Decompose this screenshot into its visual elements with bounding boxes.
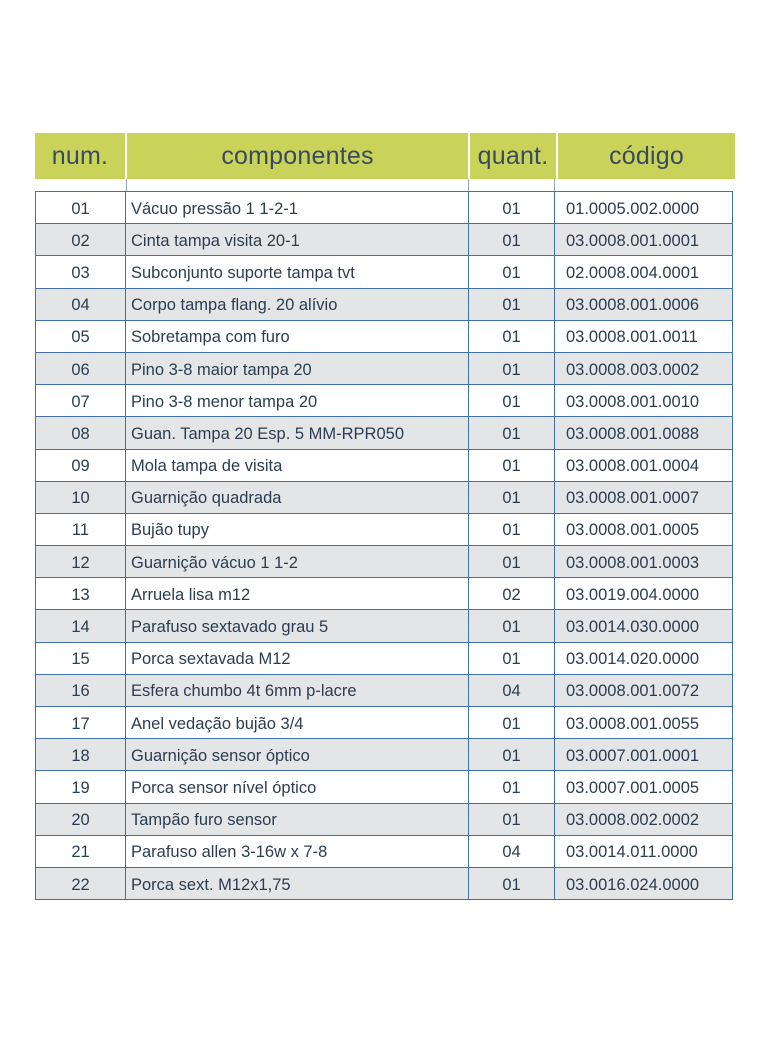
cell-componente: Anel vedação bujão 3/4 — [126, 707, 469, 738]
cell-componente: Arruela lisa m12 — [126, 578, 469, 609]
cell-num: 02 — [36, 224, 126, 255]
cell-componente: Guarnição quadrada — [126, 482, 469, 513]
cell-num: 17 — [36, 707, 126, 738]
header-num: num. — [35, 133, 125, 179]
table-row — [36, 450, 732, 482]
cell-componente: Corpo tampa flang. 20 alívio — [126, 289, 469, 320]
cell-componente: Porca sext. M12x1,75 — [126, 868, 469, 899]
cell-quant: 01 — [469, 707, 555, 738]
cell-codigo: 03.0016.024.0000 — [566, 875, 700, 894]
cell-codigo: 03.0008.001.0007 — [566, 489, 700, 508]
cell-codigo: 03.0008.001.0005 — [566, 521, 700, 540]
cell-codigo: 03.0007.001.0005 — [566, 778, 700, 797]
cell-codigo: 03.0014.011.0000 — [566, 843, 698, 862]
cell-componente: Guan. Tampa 20 Esp. 5 MM-RPR050 — [126, 417, 469, 448]
cell-componente: Guarnição vácuo 1 1-2 — [126, 546, 469, 577]
table-row — [36, 224, 732, 256]
cell-quant: 01 — [469, 450, 555, 481]
cell-quant: 01 — [469, 546, 555, 577]
header-codigo: código — [558, 133, 735, 179]
cell-num: 15 — [36, 643, 126, 674]
cell-componente: Subconjunto suporte tampa tvt — [126, 256, 469, 287]
cell-quant: 01 — [469, 224, 555, 255]
cell-num: 13 — [36, 578, 126, 609]
cell-componente: Tampão furo sensor — [126, 804, 469, 835]
cell-codigo: 03.0008.003.0002 — [566, 360, 700, 379]
table-row — [36, 836, 732, 868]
cell-componente: Pino 3-8 menor tampa 20 — [126, 385, 469, 416]
table-header — [35, 133, 733, 179]
cell-num: 03 — [36, 256, 126, 287]
table-row — [36, 482, 732, 514]
cell-num: 11 — [36, 514, 126, 545]
cell-codigo: 03.0008.001.0006 — [566, 296, 700, 315]
components-table — [35, 133, 733, 900]
table-row — [36, 417, 732, 449]
table-row — [36, 353, 732, 385]
cell-num: 22 — [36, 868, 126, 899]
table-row — [36, 289, 732, 321]
table-row — [36, 643, 732, 675]
cell-num: 12 — [36, 546, 126, 577]
cell-codigo: 01.0005.002.0000 — [566, 199, 700, 218]
cell-quant: 02 — [469, 578, 555, 609]
column-tick — [554, 179, 555, 191]
cell-quant: 04 — [469, 836, 555, 867]
cell-num: 18 — [36, 739, 126, 770]
cell-quant: 01 — [469, 771, 555, 802]
cell-num: 21 — [36, 836, 126, 867]
table-row — [36, 546, 732, 578]
cell-componente: Guarnição sensor óptico — [126, 739, 469, 770]
cell-componente: Sobretampa com furo — [126, 321, 469, 352]
header-componentes: componentes — [127, 133, 468, 179]
cell-num: 10 — [36, 482, 126, 513]
cell-quant: 01 — [469, 256, 555, 287]
cell-codigo: 03.0014.030.0000 — [566, 618, 700, 637]
cell-quant: 01 — [469, 804, 555, 835]
cell-componente: Parafuso sextavado grau 5 — [126, 610, 469, 641]
cell-num: 19 — [36, 771, 126, 802]
cell-num: 20 — [36, 804, 126, 835]
cell-codigo: 02.0008.004.0001 — [566, 263, 700, 282]
table-row — [36, 707, 732, 739]
cell-num: 01 — [36, 192, 126, 223]
cell-quant: 01 — [469, 643, 555, 674]
cell-codigo: 03.0007.001.0001 — [566, 746, 700, 765]
cell-quant: 01 — [469, 417, 555, 448]
cell-num: 14 — [36, 610, 126, 641]
cell-componente: Pino 3-8 maior tampa 20 — [126, 353, 469, 384]
table-row — [36, 771, 732, 803]
table-row — [36, 256, 732, 288]
table-row — [36, 192, 732, 224]
cell-num: 06 — [36, 353, 126, 384]
table-row — [36, 868, 732, 900]
table-row — [36, 804, 732, 836]
table-row — [36, 385, 732, 417]
cell-codigo: 03.0008.001.0055 — [566, 714, 700, 733]
cell-codigo: 03.0008.002.0002 — [566, 811, 700, 830]
cell-quant: 01 — [469, 321, 555, 352]
cell-codigo: 03.0008.001.0003 — [566, 553, 700, 572]
table-row — [36, 321, 732, 353]
table-row — [36, 578, 732, 610]
cell-componente: Parafuso allen 3-16w x 7-8 — [126, 836, 469, 867]
cell-num: 04 — [36, 289, 126, 320]
cell-num: 05 — [36, 321, 126, 352]
cell-quant: 01 — [469, 610, 555, 641]
cell-quant: 01 — [469, 739, 555, 770]
cell-componente: Cinta tampa visita 20-1 — [126, 224, 469, 255]
cell-quant: 04 — [469, 675, 555, 706]
cell-codigo: 03.0014.020.0000 — [566, 650, 700, 669]
table-row — [36, 514, 732, 546]
cell-quant: 01 — [469, 192, 555, 223]
cell-componente: Bujão tupy — [126, 514, 469, 545]
cell-num: 16 — [36, 675, 126, 706]
cell-componente: Porca sextavada M12 — [126, 643, 469, 674]
header-divider — [35, 179, 733, 191]
cell-codigo: 03.0008.001.0088 — [566, 424, 700, 443]
table-row — [36, 739, 732, 771]
cell-quant: 01 — [469, 514, 555, 545]
cell-codigo: 03.0019.004.0000 — [566, 585, 700, 604]
cell-quant: 01 — [469, 482, 555, 513]
cell-codigo: 03.0008.001.0001 — [566, 231, 700, 250]
table-body — [35, 191, 733, 900]
table-row — [36, 610, 732, 642]
cell-componente: Mola tampa de visita — [126, 450, 469, 481]
cell-componente: Vácuo pressão 1 1-2-1 — [126, 192, 469, 223]
column-tick — [468, 179, 469, 191]
cell-quant: 01 — [469, 289, 555, 320]
cell-num: 07 — [36, 385, 126, 416]
cell-componente: Esfera chumbo 4t 6mm p-lacre — [126, 675, 469, 706]
cell-codigo: 03.0008.001.0010 — [566, 392, 700, 411]
table-row — [36, 675, 732, 707]
cell-componente: Porca sensor nível óptico — [126, 771, 469, 802]
cell-codigo: 03.0008.001.0004 — [566, 457, 700, 476]
cell-codigo: 03.0008.001.0011 — [566, 328, 698, 347]
cell-num: 08 — [36, 417, 126, 448]
header-quant: quant. — [470, 133, 556, 179]
cell-quant: 01 — [469, 353, 555, 384]
cell-quant: 01 — [469, 868, 555, 899]
cell-num: 09 — [36, 450, 126, 481]
cell-quant: 01 — [469, 385, 555, 416]
cell-codigo: 03.0008.001.0072 — [566, 682, 700, 701]
column-tick — [126, 179, 127, 191]
